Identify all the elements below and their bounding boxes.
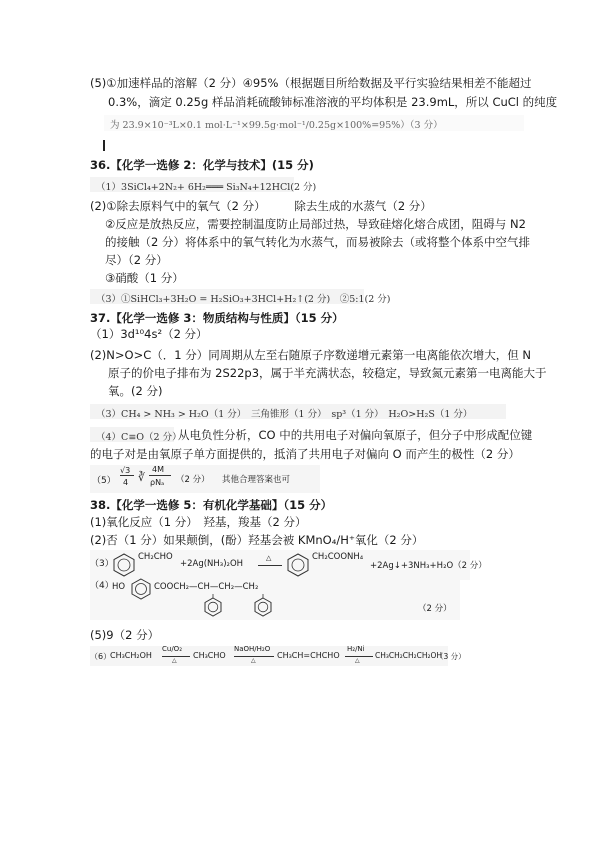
- q35-line1: (5)①加速样品的溶解（2 分）④95%（根据题目所给数据及平行实验结果相差不能超过: [90, 76, 532, 90]
- q36-answer2-3: 的接触（2 分）将体系中的氧气转化为水蒸气，而易被除去（或将整个体系中空气排: [105, 235, 530, 249]
- eq6-r1: Cu/O₂: [162, 645, 182, 653]
- q37-a5-root: √3: [120, 466, 131, 475]
- benzene-ring-icon: [202, 594, 224, 618]
- eq3-delta: △: [266, 554, 272, 562]
- eq6-delta3: △: [355, 657, 360, 664]
- q37-answer4-label: （4）C≡O（2 分）: [90, 427, 174, 442]
- benzene-ring-icon: [130, 578, 152, 600]
- eq6-s3: CH₃CH=CHCHO: [277, 651, 340, 660]
- eq6-r3: H₂/Ni: [347, 645, 365, 653]
- q38-answer5: (5)9（2 分）: [90, 628, 160, 642]
- q37-answer1: （1）3d¹⁰4s²（2 分）: [90, 327, 208, 341]
- benzene-ring-icon: [252, 594, 274, 618]
- q36-answer2-5: ③硝酸（1 分）: [105, 271, 184, 285]
- eq3-d: +2Ag↓+3NH₃+H₂O（2 分）: [370, 561, 487, 571]
- q35-line2: 0.3%，滴定 0.25g 样品消耗硫酸铈标准溶液的平均体积是 23.9mL，所以 CuCl 的纯度: [108, 95, 558, 109]
- q37-answer2-3: 氧。(2 分): [108, 384, 163, 398]
- q37-a5-note: 其他合理答案也可: [222, 475, 291, 485]
- q36-answer1: （1）3SiCl₄+2N₂+ 6H₂═══ Si₃N₄+12HCl(2 分): [90, 177, 294, 192]
- q37-a5-den2: ρNₐ: [150, 478, 165, 487]
- eq6-score: （3 分）: [436, 652, 466, 661]
- q38-title: 38.【化学一选修 5：有机化学基础】（15 分）: [90, 498, 333, 512]
- eq6-r2: NaOH/H₂O: [234, 645, 271, 653]
- eq4-score: （2 分）: [418, 604, 452, 614]
- q37-a5-num2: 4M: [152, 465, 164, 474]
- q35-formula: 为 23.9×10⁻³L×0.1 mol·L⁻¹×99.5g·mol⁻¹/0.25g×100%=95%）（3 分）: [104, 115, 524, 131]
- q36-title: 36.【化学一选修 2：化学与技术】(15 分): [90, 158, 314, 172]
- eq6-s1: CH₃CH₂OH: [110, 651, 152, 660]
- eq6-s4: CH₃CH₂CH₂CH₂OH: [375, 651, 443, 660]
- benzene-ring-icon: [286, 553, 310, 577]
- eq4-ho: HO: [112, 582, 126, 592]
- q37-answer2-1: (2)N>O>C（．1 分）同周期从左至右随原子序数递增元素第一电离能依次增大，但 N: [90, 348, 531, 362]
- q38-answer2: (2)否（1 分）如果颠倒，(酚）羟基会被 KMnO₄/H⁺氧化（2 分）: [90, 533, 424, 547]
- q36-answer2-4: 尽）（2 分）: [105, 253, 168, 267]
- q37-answer4-text1: 从电负性分析，CO 中的共用电子对偏向氧原子，但分子中形成配位键: [178, 428, 533, 442]
- benzene-ring-icon: [112, 553, 136, 577]
- eq4-prefix: （4）: [90, 581, 114, 591]
- q37-title: 37.【化学一选修 3：物质结构与性质】（15 分）: [90, 311, 344, 325]
- eq4-mid: COOCH₂—CH—CH₂—CH₂: [154, 582, 259, 592]
- text-cursor: [103, 140, 105, 151]
- q37-answer4-text2: 的电子对是由氧原子单方面提供的，抵消了共用电子对偏向 O 而产生的极性（2 分）: [90, 447, 520, 461]
- eq3-prefix: （3）: [90, 559, 114, 569]
- q37-answer2-2: 原子的价电子排布为 2S22p3，属于半充满状态，较稳定，导致氮元素第一电离能大于: [108, 366, 547, 380]
- eq3-a: CH₂CHO: [138, 552, 173, 562]
- q36-answer3: （3）①SiHCl₃+3H₂O = H₂SiO₃+3HCl+H₂↑(2 分) ②5:1(2 分): [90, 289, 364, 304]
- eq3-c: CH₂COONH₄: [312, 552, 364, 562]
- q37-a5-score: （2 分）: [176, 475, 210, 485]
- q38-structure4: [90, 578, 460, 620]
- eq6-prefix: （6）: [90, 652, 112, 661]
- q37-a5-den: 4: [123, 478, 129, 487]
- q36-answer2-1: (2)①除去原料气中的氧气（2 分） 除去生成的水蒸气（2 分）: [90, 199, 432, 213]
- q37-a5-prefix: （5）: [92, 476, 116, 486]
- q38-route6: [90, 645, 466, 666]
- q37-answer3: （3）CH₄ > NH₃ > H₂O（1 分） 三角锥形（1 分） sp³（1 分） H₂O>H₂S（1 分）: [90, 404, 506, 419]
- q38-answer1: (1)氧化反应（1 分） 羟基，羧基（2 分）: [90, 515, 307, 529]
- eq6-delta1: △: [172, 657, 177, 664]
- q37-answer5: （5） √3 4 ∛ 4M ρNₐ （2 分） 其他合理答案也可: [90, 465, 320, 493]
- eq6-s2: CH₃CHO: [193, 651, 226, 660]
- q38-equation3: [90, 550, 487, 580]
- eq3-b: +2Ag(NH₃)₂OH: [180, 559, 244, 569]
- eq6-delta2: △: [251, 657, 256, 664]
- q36-answer2-2: ②反应是放热反应，需要控制温度防止局部过热，导致硅熔化熔合成团，阻碍与 N2: [105, 217, 526, 231]
